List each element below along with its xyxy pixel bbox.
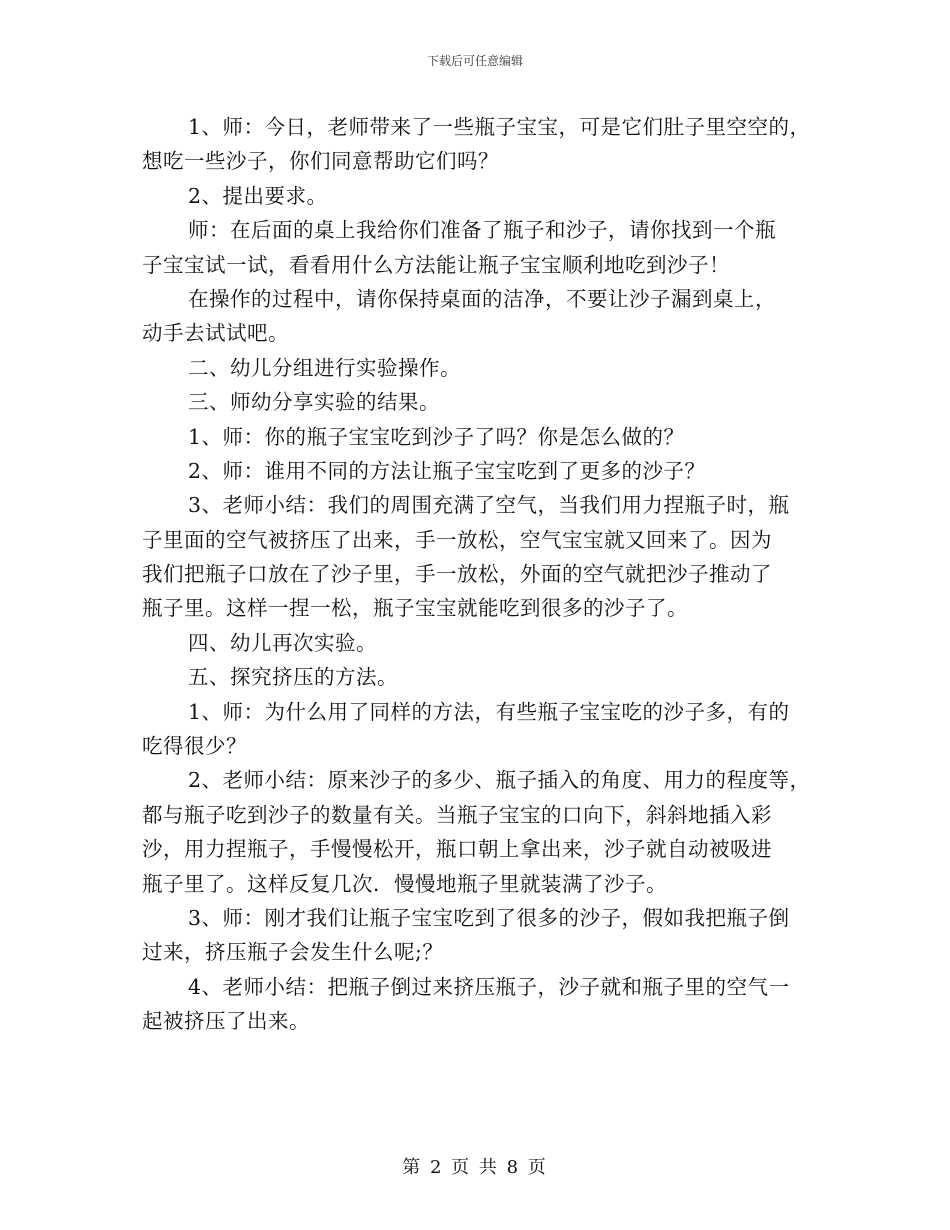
- paragraph-line: 1、师：为什么用了同样的方法，有些瓶子宝宝吃的沙子多，有的: [188, 699, 790, 724]
- paragraph-line: 瓶子里了。这样反复几次．慢慢地瓶子里就装满了沙子。: [142, 871, 667, 896]
- paragraph: [142, 385, 822, 419]
- page-header: 下载后可任意编辑: [426, 54, 523, 68]
- paragraph: [142, 763, 822, 901]
- paragraph-line: 我们把瓶子口放在了沙子里，手一放松，外面的空气就把沙子推动了: [142, 562, 772, 587]
- paragraph-line: 2、提出要求。: [188, 183, 328, 208]
- paragraph-line: 子宝宝试一试，看看用什么方法能让瓶子宝宝顺利地吃到沙子！: [142, 252, 730, 277]
- paragraph-line: 3、老师小结：我们的周围充满了空气，当我们用力捏瓶子时，瓶: [188, 493, 790, 518]
- paragraph-line: 师：在后面的桌上我给你们准备了瓶子和沙子，请你找到一个瓶: [188, 218, 776, 243]
- paragraph: [142, 695, 822, 764]
- paragraph-line: 三、师幼分享实验的结果。: [188, 390, 440, 415]
- paragraph: [142, 626, 822, 660]
- paragraph-line: 二、幼儿分组进行实验操作。: [188, 355, 461, 380]
- paragraph-line: 2、老师小结：原来沙子的多少、瓶子插入的角度、用力的程度等，: [188, 768, 811, 793]
- paragraph-line: 吃得很少？: [142, 734, 247, 759]
- paragraph-line: 都与瓶子吃到沙子的数量有关。当瓶子宝宝的口向下，斜斜地插入彩: [142, 802, 772, 827]
- paragraph-line: 想吃一些沙子，你们同意帮助它们吗？: [142, 149, 499, 174]
- page-footer: 第 2 页 共 8 页: [402, 1157, 548, 1178]
- paragraph-line: 沙，用力捏瓶子，手慢慢松开，瓶口朝上拿出来，沙子就自动被吸进: [142, 837, 772, 862]
- paragraph: [142, 420, 822, 454]
- paragraph-line: 动手去试试吧。: [142, 321, 289, 346]
- paragraph-line: 4、老师小结：把瓶子倒过来挤压瓶子，沙子就和瓶子里的空气一: [188, 974, 790, 999]
- paragraph-line: 1、师：今日，老师带来了一些瓶子宝宝，可是它们肚子里空空的，: [188, 115, 811, 139]
- paragraph-line: 五、探究挤压的方法。: [188, 665, 398, 690]
- paragraph-line: 瓶子里。这样一捏一松，瓶子宝宝就能吃到很多的沙子了。: [142, 596, 688, 621]
- paragraph: [142, 488, 822, 626]
- paragraph: [142, 454, 822, 488]
- paragraph: [142, 970, 822, 1039]
- paragraph-line: 1、师：你的瓶子宝宝吃到沙子了吗？你是怎么做的？: [188, 424, 685, 449]
- document-body: [142, 110, 822, 1039]
- paragraph-line: 子里面的空气被挤压了出来，手一放松，空气宝宝就又回来了。因为: [142, 527, 772, 552]
- paragraph: [142, 282, 822, 351]
- paragraph-line: 四、幼儿再次实验。: [188, 630, 377, 655]
- paragraph: [142, 351, 822, 385]
- paragraph-line: 在操作的过程中，请你保持桌面的洁净，不要让沙子漏到桌上，: [188, 286, 776, 311]
- paragraph-line: 起被挤压了出来。: [142, 1009, 310, 1034]
- paragraph: [142, 213, 822, 282]
- paragraph-line: 2、师：谁用不同的方法让瓶子宝宝吃到了更多的沙子？: [188, 458, 706, 483]
- paragraph: [142, 179, 822, 213]
- paragraph-line: 过来，挤压瓶子会发生什么呢;？: [142, 940, 444, 965]
- paragraph: [142, 901, 822, 970]
- paragraph: [142, 110, 822, 179]
- paragraph: [142, 660, 822, 694]
- paragraph-line: 3、师：刚才我们让瓶子宝宝吃到了很多的沙子，假如我把瓶子倒: [188, 905, 790, 930]
